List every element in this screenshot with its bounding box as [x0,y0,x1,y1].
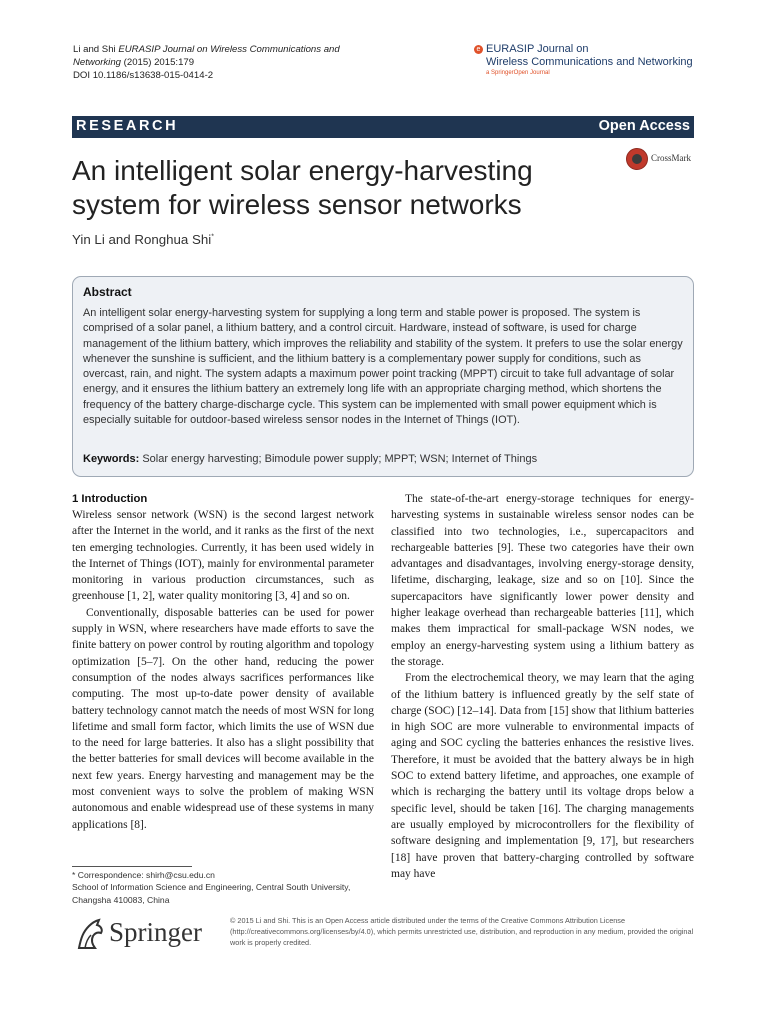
body-column-right [391,491,694,882]
crossmark-icon [626,148,648,170]
footnote-divider [72,866,192,867]
journal-logo-line1: EURASIP Journal on [486,43,589,55]
section-heading: 1 Introduction [72,493,148,505]
keywords-label: Keywords: [83,453,140,465]
citation-doi[interactable]: DOI 10.1186/s13638-015-0414-2 [73,70,214,81]
journal-logo [474,43,714,78]
citation-journal: EURASIP Journal on Wireless Communications and [118,44,340,55]
footnote [72,869,374,906]
abstract-box [72,276,694,477]
citation-year: (2015) 2015:179 [121,57,195,68]
abstract-heading: Abstract [83,285,132,299]
article-type-banner [72,116,694,138]
keywords-list: Solar energy harvesting; Bimodule power supply; MPPT; WSN; Internet of Things [142,453,538,465]
affiliation-line: School of Information Science and Engineering, Central South University, [72,882,351,893]
springer-logo [73,916,223,956]
springer-wordmark: Springer [109,917,202,947]
corresponding-marker: * [211,233,214,241]
crossmark-label: CrossMark [651,153,691,163]
author-names: Yin Li and Ronghua Shi [72,232,212,247]
crossmark-button[interactable] [626,148,706,170]
journal-logo-line3: a SpringerOpen Journal [486,70,550,76]
article-title: An intelligent solar energy-harvesting system for wireless sensor networks [72,155,533,220]
affiliation-line: Changsha 410083, China [72,894,170,905]
research-label: RESEARCH [76,118,179,134]
eurasip-icon: e [474,45,483,54]
correspondence[interactable]: * Correspondence: shirh@csu.edu.cn [72,870,215,880]
license-text: © 2015 Li and Shi. This is an Open Access article distributed under the terms of the Creative Commons Attribution License (http://creativecommons.org/licenses/by/4.0), which permits unrestricted use, distribution, and reproduction in any medium, provided the original work is properly credited. [230,916,694,948]
paragraph: The state-of-the-art energy-storage techniques for energy-harvesting systems in sustainable wireless sensor nodes can be classified into two technologies, i.e., supercapacitors and rechargeable batteries [9]. These two categories have their own advantages and disadvantages, involving energy-storage density, lifetime, discharging, leakage, size and so on [10]. Since the supercapacitors have significantly lower power density and higher leakage overhead than rechargeable batteries [11], which makes them impractical for small-package WSN nodes, we employ an energy-harvesting system using a lithium battery as the storage. [391,493,694,668]
paragraph: Conventionally, disposable batteries can be used for power supply in WSN, where researchers have made efforts to save the finite battery on power control by routing algorithm and topology optimization [5–7]. On the other hand, reducing the power consumption of the nodes always sacrifices performances like computing. The most up-to-date power density of available battery technology cannot match the needs of most WSN for long lifetime and small form factor, which limits the use of WSN due to the need for large batteries. It also has a slight possibility that the better batteries for small devices will become available in the next few years. Energy harvesting and management may be the most convenient ways to solve the problem of making WSN autonomous and enable widespread use of these systems in many applications [8]. [72,606,374,831]
body-column-left [72,491,374,833]
journal-logo-line2: Wireless Communications and Networking [486,56,693,68]
citation-block [73,43,373,82]
citation-authors: Li and Shi [73,44,119,55]
abstract-text: An intelligent solar energy-harvesting system for supplying a long term and stable power is proposed. The system is comprised of a solar panel, a lithium battery, and a control circuit. Hardware, instead of software, is used for charge management of the lithium battery, which improves the reliability and stability of the system. It prefers to use the solar energy whenever the sunshine is sufficient, and the lithium battery is a complementary power supply for conditions, such as overcast, rain, and night. The system adapts a maximum power point tracking (MPPT) circuit to take full advantage of solar energy, and it ensures the lithium battery an extremely long life with an appropriate charging method, which shortens the frequency of the battery charge-discharge cycle. This system can be implemented with small power equipment which is especially suitable for outdoor-based wireless sensor nodes in the Internet of Things (IOT). [83,307,683,427]
keywords [83,453,683,465]
paragraph: Wireless sensor network (WSN) is the second largest network after the Internet in the world, and it ranks as the first of the next ten emerging technologies. Currently, it has been used widely in the Internet of Things (IOT), mainly for environmental parameter monitoring in various production circumstances, such as greenhouse [1, 2], water quality monitoring [3, 4] and so on. [72,509,374,603]
open-access-label: Open Access [598,118,690,134]
citation-journal-cont: Networking [73,57,121,68]
authors [72,232,214,247]
paragraph: From the electrochemical theory, we may learn that the aging of the lithium battery is influenced greatly by the self state of charge (SOC) [12–14]. Data from [15] show that lithium batteries in high SOC are more vulnerable to environmental impacts of aging and SOC cycling the batteries enhances the resistive lives. Therefore, it must be avoided that the battery always be in high SOC to extend battery lifetime, and approaches, one example of which is recharging the battery until its voltage drops below a specific level, should be taken [16]. The charging managements are usually employed by microcontrollers for the flexibility of software designing and implementation [9, 17], but researchers [18] have proven that battery-charging controlled by software may have [391,672,694,880]
springer-horse-icon [73,916,107,952]
